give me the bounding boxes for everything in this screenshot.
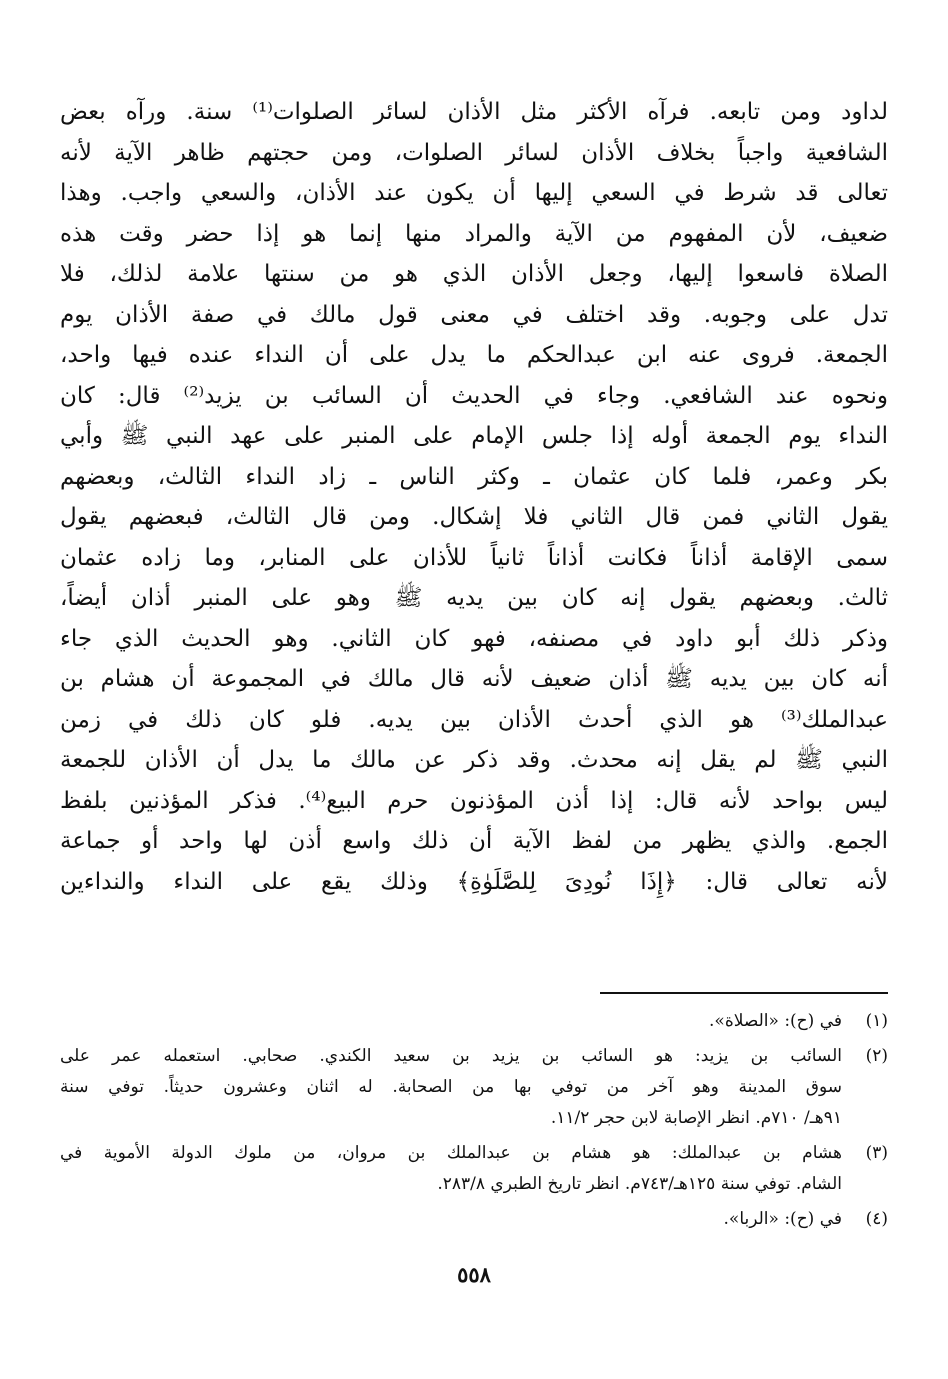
footnote	[60, 1006, 888, 1037]
text-line: النبي ﷺ لم يقل إنه محدث. وقد ذكر عن مالك ما يدل أن الأذان للجمعة	[60, 747, 888, 773]
text-line: الجمع. والذي يظهر من لفظ الآية أن ذلك واسع أذن لها واحد أو جماعة	[60, 828, 888, 854]
text-line: يقول الثاني فمن قال الثاني فلا إشكال. ومن قال الثالث، فبعضهم يقول	[60, 504, 888, 530]
footnote	[60, 1204, 888, 1235]
page-number: ٥٥٨	[457, 1262, 491, 1287]
text-line: الشافعية واجباً بخلاف الأذان لسائر الصلوات، ومن حجتهم ظاهر الآية لأنه	[60, 139, 888, 166]
footnote-number: (٤)	[865, 1209, 888, 1229]
footnote-body	[60, 1204, 842, 1235]
text-line: بكر وعمر، فلما كان عثمان ـ وكثر الناس ـ زاد النداء الثالث، وبعضهم	[60, 463, 888, 490]
footnote-line: ٩١هـ/ ٧١٠م. انظر الإصابة لابن حجر ١١/٢.	[550, 1108, 842, 1128]
footnote-line: في (ح): «الصلاة».	[709, 1011, 842, 1031]
text-line: تدل على وجوبه. وقد اختلف في معنى قول مالك في صفة الأذان يوم	[60, 301, 888, 328]
text-line: لأنه تعالى قال: ﴿إِذَا نُودِىَ لِلصَّلَوٰةِ﴾ وذلك يقع على النداء والنداءين	[60, 868, 888, 895]
text-line: الجمعة. فروى عنه ابن عبدالحكم ما يدل على أن النداء عنده فيها واحد،	[60, 342, 888, 368]
text-line: تعالى قد شرط في السعي إليها أن يكون عند الأذان، والسعي واجب. وهذا	[60, 180, 888, 206]
footnote-body	[60, 1041, 842, 1134]
footnote	[60, 1138, 888, 1200]
text-line: الصلاة فاسعوا إليها، وجعل الأذان الذي هو من سنتها علامة لذلك، فلا	[60, 261, 888, 287]
text-line: ضعيف، لأن المفهوم من الآية والمراد منها إنما هو إذا حضر وقت هذه	[60, 220, 888, 247]
text-line: ثالث. وبعضهم يقول إنه كان بين يديه ﷺ وهو على المنبر أذان أيضاً،	[60, 585, 888, 611]
footnote-line: الشام. توفي سنة ١٢٥هـ/٧٤٣م. انظر تاريخ الطبري ٢٨٣/٨.	[437, 1174, 842, 1194]
text-line: ونحوه عند الشافعي. وجاء في الحديث أن السائب بن يزيد⁽²⁾ قال: كان	[60, 382, 888, 409]
footnote-number: (٢)	[865, 1046, 888, 1066]
text-line: لداود ومن تابعه. فرآه الأكثر مثل الأذان لسائر الصلوات⁽¹⁾ سنة. ورآه بعض	[60, 99, 888, 125]
footnote-body	[60, 1138, 842, 1200]
footnote	[60, 1041, 888, 1134]
footnote-line: هشام بن عبدالملك: هو هشام بن عبدالملك بن مروان، من ملوك الدولة الأموية في	[60, 1143, 842, 1163]
footnote-line: السائب بن يزيد: هو السائب بن يزيد بن سعيد الكندي. صحابي. استعمله عمر على	[60, 1046, 842, 1066]
text-line: أنه كان بين يديه ﷺ أذان ضعيف لأنه قال مالك في المجموعة أن هشام بن	[60, 666, 888, 692]
footnote-number: (١)	[865, 1011, 888, 1031]
text-line: سمى الإقامة أذاناً فكانت أذاناً ثانياً للأذان على المنابر، وما زاده عثمان	[60, 544, 888, 571]
footnote-number: (٣)	[865, 1143, 888, 1163]
footnote-line: سوق المدينة وهو آخر من توفي بها من الصحابة. له اثنان وعشرون حديثاً. توفي سنة	[60, 1077, 842, 1097]
text-line: ليس بواحد لأنه قال: إذا أذن المؤذنون حرم البيع⁽⁴⁾. فذكر المؤذنين بلفظ	[60, 787, 888, 814]
footnote-body	[60, 1006, 842, 1037]
text-line: عبدالملك⁽³⁾ هو الذي أحدث الأذان بين يديه. فلو كان ذلك في زمن	[60, 706, 888, 733]
text-line: النداء يوم الجمعة أوله إذا جلس الإمام على المنبر على عهد النبي ﷺ وأبي	[60, 423, 888, 449]
footnote-separator-rule	[600, 992, 888, 994]
footnote-line: في (ح): «الربا».	[723, 1209, 842, 1229]
text-line: وذكر ذلك أبو داود في مصنفه، فهو كان الثاني. وهو الحديث الذي جاء	[60, 625, 888, 652]
footnotes-section	[60, 1006, 888, 1239]
main-text-block	[60, 92, 888, 902]
